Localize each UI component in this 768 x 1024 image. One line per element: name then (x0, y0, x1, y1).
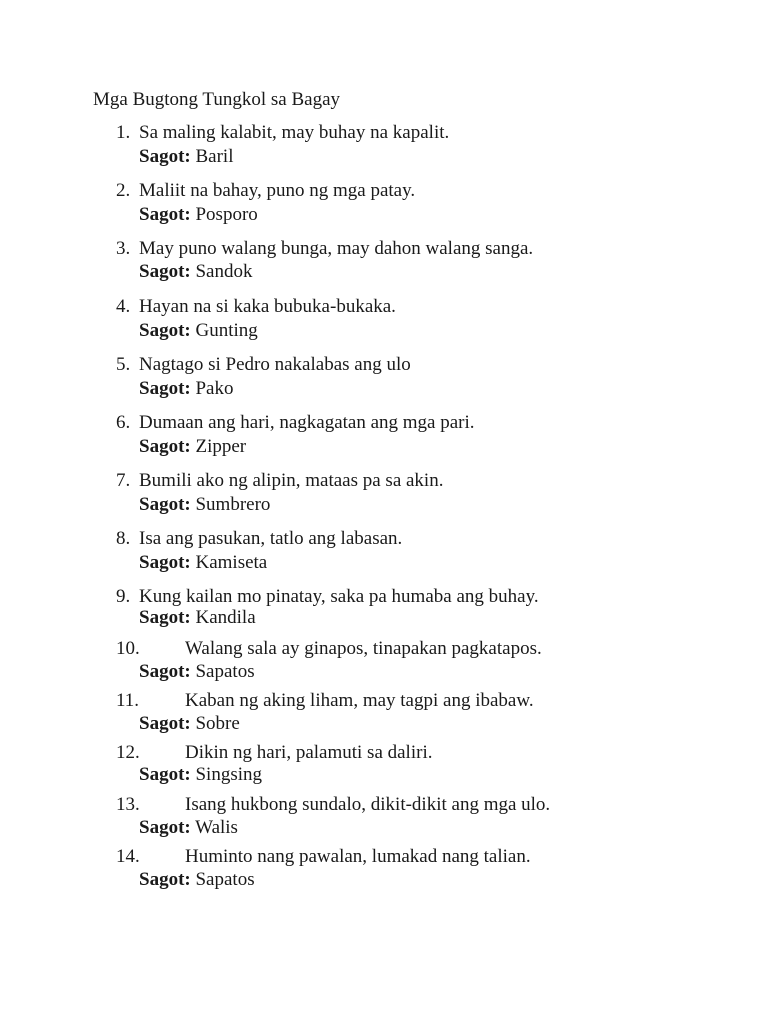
list-item (0, 846, 768, 896)
riddle-text: Nagtago si Pedro nakalabas ang ulo (139, 354, 411, 375)
riddle-text: Isang hukbong sundalo, dikit-dikit ang mga ulo. (185, 794, 551, 815)
list-item (0, 296, 768, 346)
answer-label: Sagot: (139, 436, 191, 457)
item-number: 2. (116, 180, 131, 201)
answer-line (139, 436, 246, 458)
riddle-text: Walang sala ay ginapos, tinapakan pagkatapos. (185, 638, 542, 659)
answer-label: Sagot: (139, 552, 191, 573)
item-number: 12. (116, 742, 140, 763)
item-number: 10. (116, 638, 140, 659)
item-number: 6. (116, 412, 131, 433)
answer-line (139, 378, 233, 400)
answer-line (139, 146, 233, 168)
answer-value: Pako (195, 378, 234, 399)
document-title: Mga Bugtong Tungkol sa Bagay (93, 89, 341, 110)
item-number: 7. (116, 470, 131, 491)
answer-value: Zipper (195, 436, 247, 457)
answer-label: Sagot: (139, 204, 191, 225)
answer-value: Baril (195, 146, 234, 167)
answer-value: Sapatos (195, 869, 255, 890)
answer-label: Sagot: (139, 320, 191, 341)
list-item (0, 238, 768, 288)
riddle-text: Kung kailan mo pinatay, saka pa humaba ang buhay. (139, 586, 539, 607)
list-item (0, 690, 768, 740)
list-item (0, 586, 768, 636)
riddle-text: Dikin ng hari, palamuti sa daliri. (185, 742, 433, 763)
list-item (0, 470, 768, 520)
answer-line (139, 713, 240, 735)
answer-value: Kandila (195, 607, 256, 628)
list-item (0, 528, 768, 578)
answer-line (139, 320, 258, 342)
answer-value: Sandok (195, 261, 253, 282)
list-item (0, 742, 768, 792)
answer-label: Sagot: (139, 146, 191, 167)
item-number: 4. (116, 296, 131, 317)
riddle-text: Isa ang pasukan, tatlo ang labasan. (139, 528, 403, 549)
item-number: 3. (116, 238, 131, 259)
list-item (0, 794, 768, 844)
answer-value: Posporo (195, 204, 258, 225)
answer-line (139, 494, 270, 516)
list-item (0, 354, 768, 404)
answer-label: Sagot: (139, 607, 191, 628)
riddle-text: Sa maling kalabit, may buhay na kapalit. (139, 122, 450, 143)
item-number: 5. (116, 354, 131, 375)
answer-label: Sagot: (139, 817, 191, 838)
answer-label: Sagot: (139, 661, 191, 682)
riddle-text: Huminto nang pawalan, lumakad nang talian. (185, 846, 531, 867)
answer-label: Sagot: (139, 713, 191, 734)
riddle-text: May puno walang bunga, may dahon walang sanga. (139, 238, 534, 259)
answer-line (139, 817, 238, 839)
answer-line (139, 869, 255, 891)
answer-label: Sagot: (139, 869, 191, 890)
answer-line (139, 552, 267, 574)
answer-line (139, 204, 258, 226)
riddle-text: Hayan na si kaka bubuka-bukaka. (139, 296, 396, 317)
list-item (0, 638, 768, 688)
riddle-text: Dumaan ang hari, nagkagatan ang mga pari. (139, 412, 475, 433)
answer-label: Sagot: (139, 494, 191, 515)
riddle-text: Bumili ako ng alipin, mataas pa sa akin. (139, 470, 444, 491)
item-number: 13. (116, 794, 140, 815)
answer-line (139, 764, 262, 786)
item-number: 1. (116, 122, 131, 143)
answer-value: Sobre (195, 713, 240, 734)
item-number: 14. (116, 846, 140, 867)
riddle-text: Kaban ng aking liham, may tagpi ang ibabaw. (185, 690, 534, 711)
answer-label: Sagot: (139, 378, 191, 399)
answer-value: Singsing (195, 764, 263, 785)
answer-value: Gunting (195, 320, 258, 341)
answer-line (139, 261, 252, 283)
answer-label: Sagot: (139, 261, 191, 282)
item-number: 8. (116, 528, 131, 549)
answer-value: Walis (195, 817, 238, 838)
answer-value: Sumbrero (195, 494, 271, 515)
answer-label: Sagot: (139, 764, 191, 785)
answer-line (139, 661, 255, 683)
item-number: 11. (116, 690, 140, 711)
answer-line (139, 607, 256, 629)
answer-value: Sapatos (195, 661, 255, 682)
riddle-text: Maliit na bahay, puno ng mga patay. (139, 180, 416, 201)
list-item (0, 180, 768, 230)
list-item (0, 412, 768, 462)
item-number: 9. (116, 586, 131, 607)
list-item (0, 122, 768, 172)
answer-value: Kamiseta (195, 552, 268, 573)
